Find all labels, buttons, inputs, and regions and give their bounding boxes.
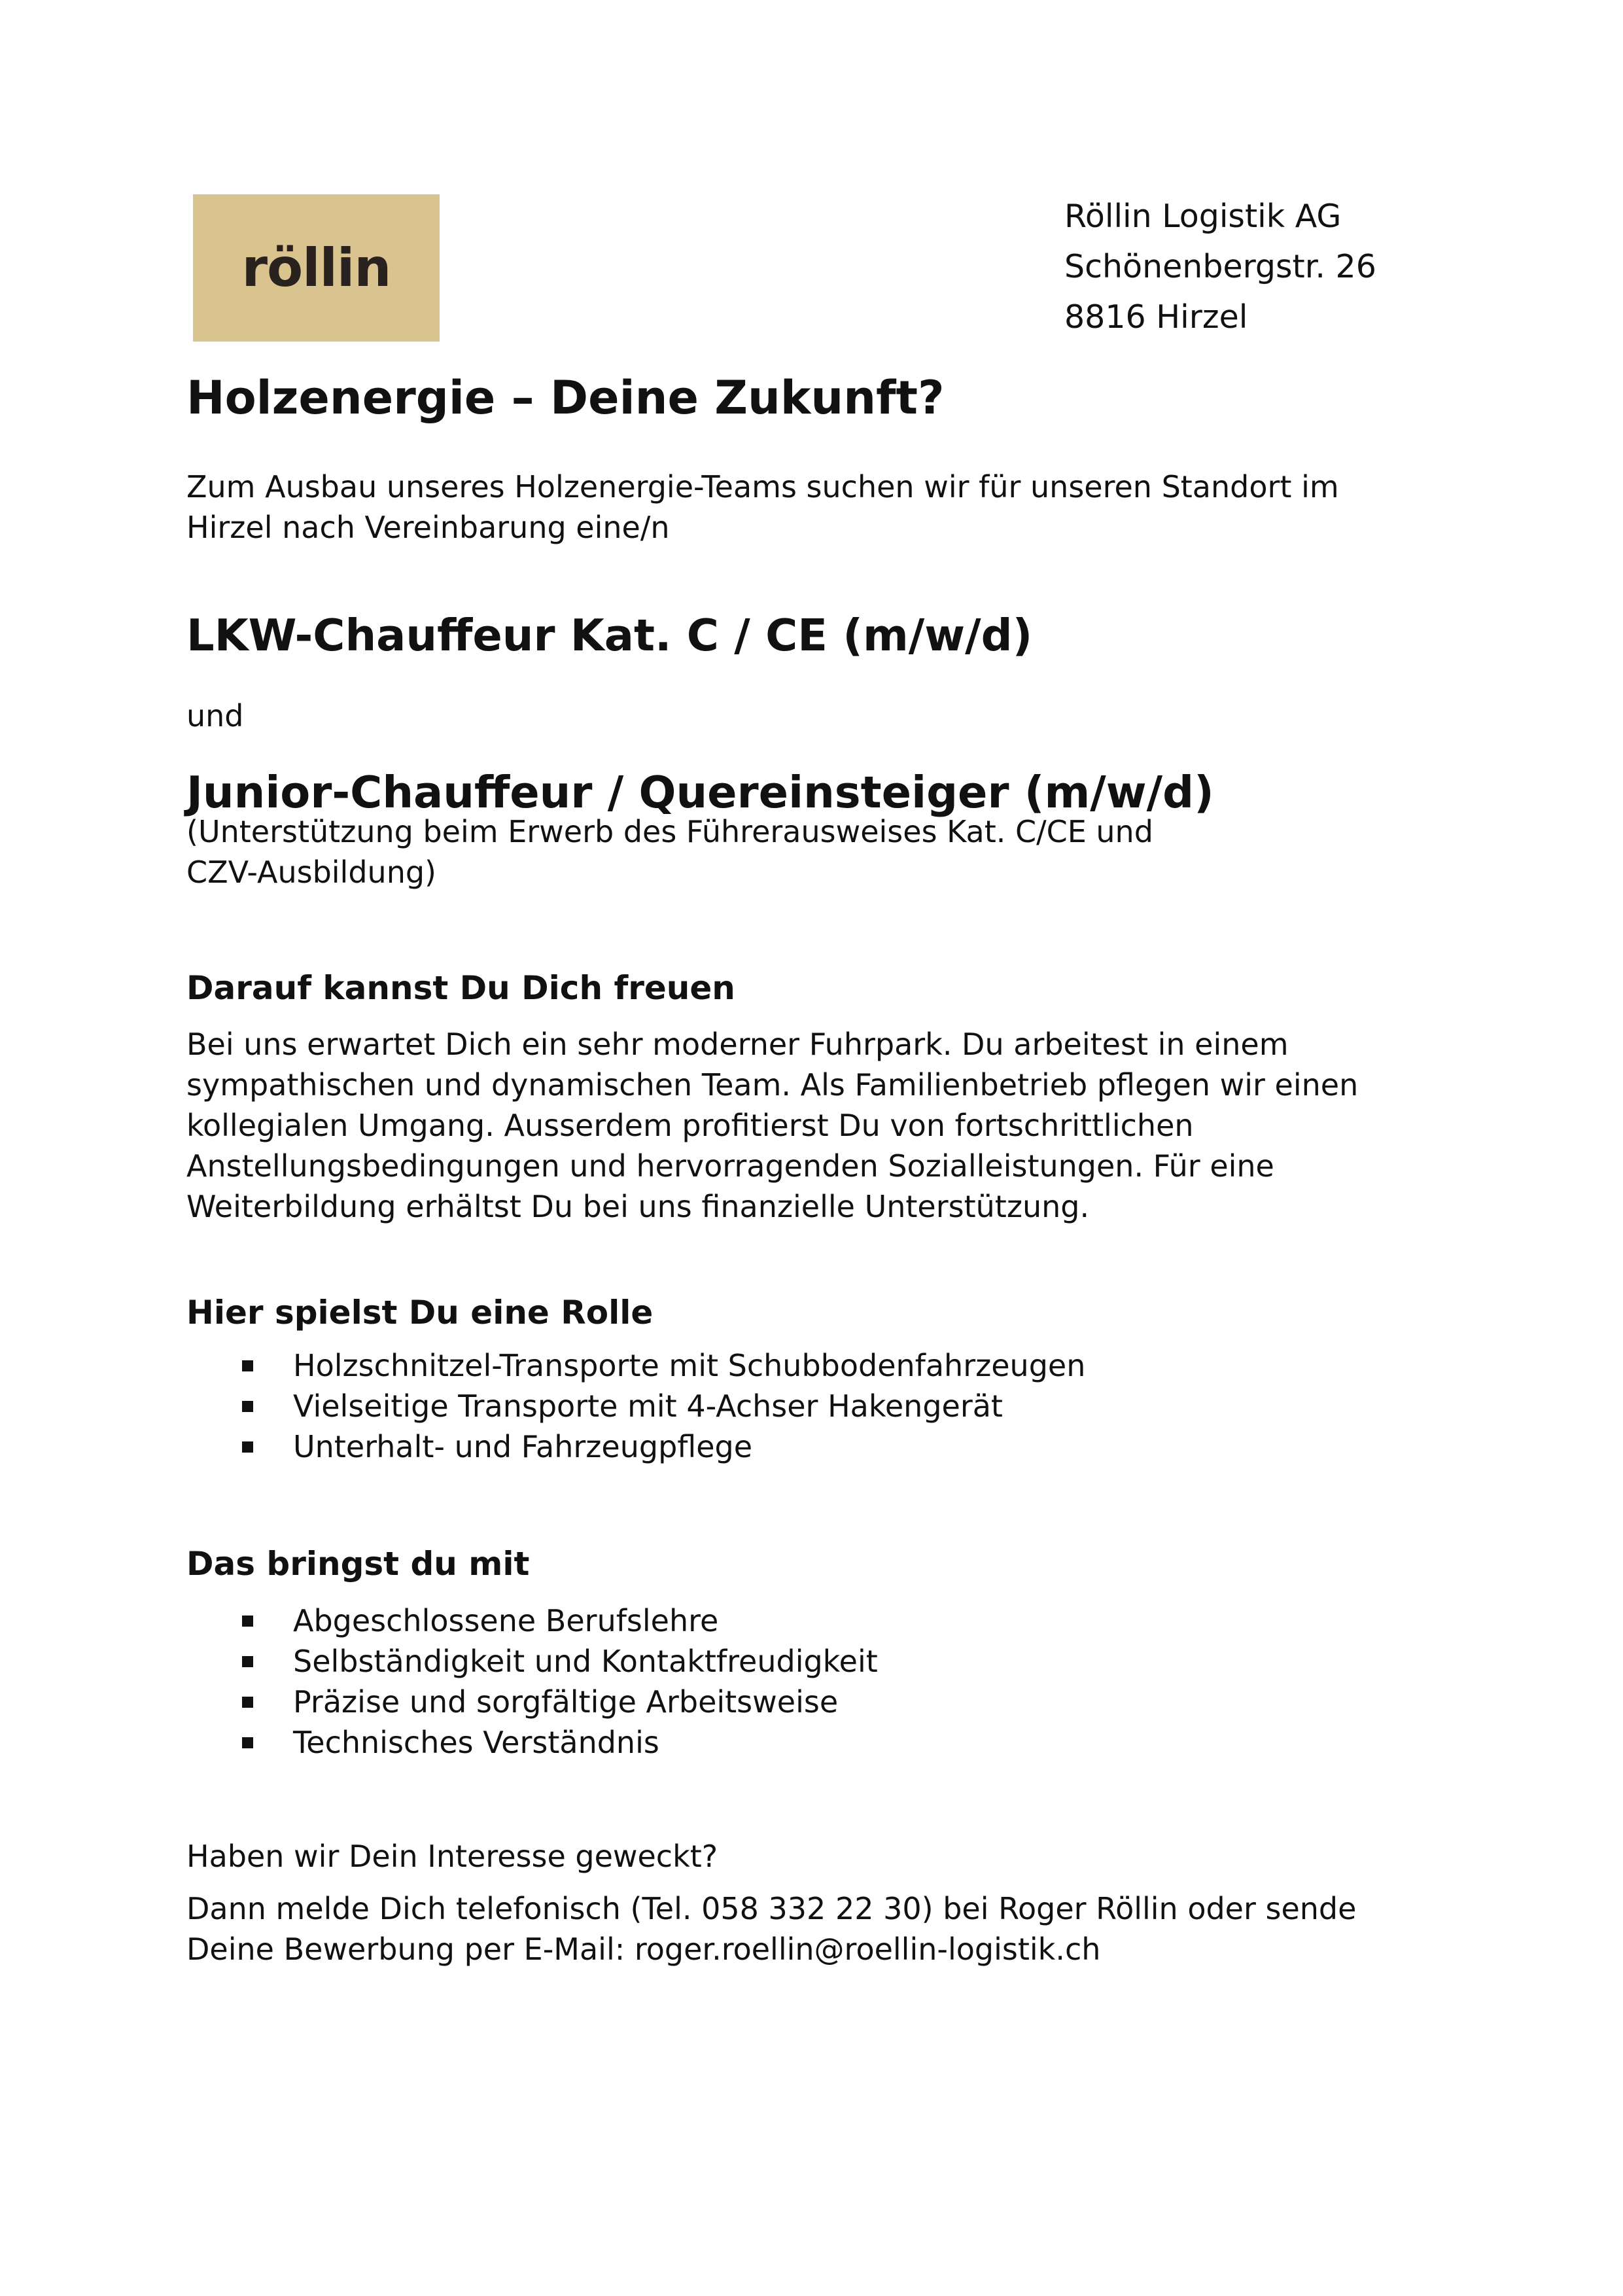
section-benefits-paragraph (186, 1024, 1358, 1227)
list-item (186, 1641, 878, 1682)
role-bullet-list (186, 1345, 1085, 1467)
contact-paragraph (186, 1888, 1356, 1969)
list-item (186, 1682, 878, 1722)
bullet-square-icon (242, 1697, 253, 1708)
benefits-line: sympathischen und dynamischen Team. Als Familienbetrieb pflegen wir einen (186, 1067, 1359, 1103)
bullet-square-icon (242, 1737, 253, 1748)
section-title-benefits: Darauf kannst Du Dich freuen (186, 969, 735, 1007)
company-street: Schönenbergstr. 26 (1064, 248, 1376, 285)
list-item-text: Unterhalt- und Fahrzeugpflege (293, 1429, 753, 1464)
job-connector: und (186, 698, 244, 733)
job-note-line: (Unterstützung beim Erwerb des Führerausweises Kat. C/CE und (186, 814, 1153, 849)
bullet-square-icon (242, 1441, 253, 1453)
job-title-lkw-chauffeur: LKW-Chauffeur Kat. C / CE (m/w/d) (186, 610, 1033, 661)
job-title-junior-note (186, 811, 1153, 892)
contact-line: Deine Bewerbung per E-Mail: roger.roellin@roellin-logistik.ch (186, 1932, 1101, 1967)
requirements-bullet-list (186, 1600, 878, 1763)
job-note-line: CZV-Ausbildung) (186, 855, 436, 890)
list-item-text: Vielseitige Transporte mit 4-Achser Hakengerät (293, 1388, 1003, 1424)
bullet-square-icon (242, 1656, 253, 1667)
company-address (1064, 191, 1376, 342)
page-title: Holzenergie – Deine Zukunft? (186, 371, 945, 425)
contact-line: Dann melde Dich telefonisch (Tel. 058 332 22 30) bei Roger Röllin oder sende (186, 1891, 1357, 1926)
benefits-line: kollegialen Umgang. Ausserdem profitierst Du von fortschrittlichen (186, 1108, 1194, 1143)
list-item-text: Technisches Verständnis (293, 1725, 659, 1760)
intro-paragraph (186, 467, 1339, 548)
list-item (186, 1345, 1085, 1386)
benefits-line: Weiterbildung erhältst Du bei uns finanzielle Unterstützung. (186, 1189, 1090, 1224)
job-title-junior-chauffeur: Junior-Chauffeur / Quereinsteiger (m/w/d) (186, 767, 1214, 818)
company-logo (193, 194, 440, 342)
bullet-square-icon (242, 1360, 253, 1371)
section-title-role: Hier spielst Du eine Rolle (186, 1294, 654, 1332)
list-item (186, 1600, 878, 1641)
list-item (186, 1722, 878, 1763)
intro-line: Zum Ausbau unseres Holzenergie-Teams suchen wir für unseren Standort im (186, 469, 1339, 504)
list-item-text: Abgeschlossene Berufslehre (293, 1603, 719, 1638)
company-name: Röllin Logistik AG (1064, 198, 1342, 235)
list-item-text: Holzschnitzel-Transporte mit Schubbodenfahrzeugen (293, 1348, 1086, 1383)
company-city: 8816 Hirzel (1064, 298, 1248, 336)
company-logo-wordmark: röllin (241, 237, 391, 298)
intro-line: Hirzel nach Vereinbarung eine/n (186, 510, 670, 545)
bullet-square-icon (242, 1616, 253, 1627)
list-item (186, 1426, 1085, 1467)
bullet-square-icon (242, 1401, 253, 1412)
list-item-text: Selbständigkeit und Kontaktfreudigkeit (293, 1644, 878, 1679)
section-title-requirements: Das bringst du mit (186, 1545, 530, 1583)
list-item (186, 1386, 1085, 1426)
list-item-text: Präzise und sorgfältige Arbeitsweise (293, 1684, 839, 1720)
benefits-line: Anstellungsbedingungen und hervorragenden Sozialleistungen. Für eine (186, 1148, 1274, 1184)
benefits-line: Bei uns erwartet Dich ein sehr moderner Fuhrpark. Du arbeitest in einem (186, 1027, 1289, 1062)
interest-question: Haben wir Dein Interesse geweckt? (186, 1839, 718, 1874)
